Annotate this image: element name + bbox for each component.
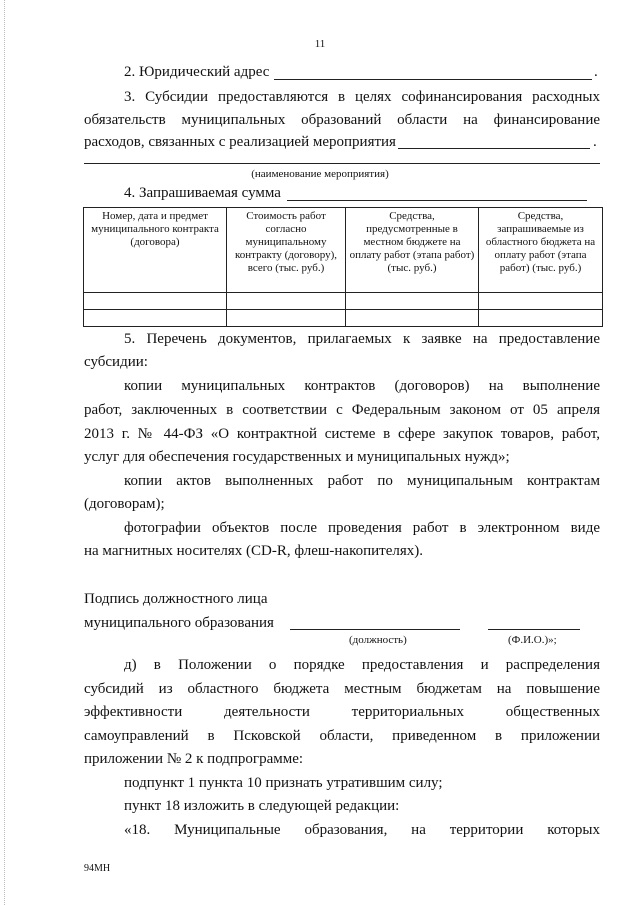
item5-line3: копии муниципальных контрактов (договоров) на выполнение <box>124 378 600 394</box>
table-cell[interactable] <box>84 310 227 327</box>
signature-line2: муниципального образования <box>84 615 274 631</box>
item5-line1: 5. Перечень документов, прилагаемых к заявке на предоставление <box>124 331 600 347</box>
section-d-line5: приложении № 2 к подпрограмме: <box>84 751 304 767</box>
item5-line8: (договорам); <box>84 496 165 512</box>
item3-line1: 3. Субсидии предоставляются в целях софинансирования расходных <box>124 89 600 105</box>
header-local-budget: Средства, предусмотренные в местном бюджете на оплату работ (этапа работ) (тыс. руб.) <box>346 208 479 293</box>
header-regional-budget: Средства, запрашиваемые из областного бюджета на оплату работ (этапа работ) (тыс. руб.) <box>479 208 603 293</box>
header-contract: Номер, дата и предмет муниципального контракта (договора) <box>84 208 227 293</box>
item5-line2: субсидии: <box>84 354 148 370</box>
table-cell[interactable] <box>227 310 346 327</box>
section-d-line6: подпункт 1 пункта 10 признать утратившим силу; <box>124 775 443 791</box>
table-cell[interactable] <box>479 293 603 310</box>
item3-line2: обязательств муниципальных образований области на финансирование <box>84 112 600 128</box>
section-d-line3: эффективности деятельности территориальных общественных <box>84 704 600 720</box>
item5-line9: фотографии объектов после проведения работ в электронном виде <box>124 520 600 536</box>
legal-address-end: . <box>594 64 598 80</box>
page-number: 11 <box>314 38 326 50</box>
measure-caption: (наименование мероприятия) <box>251 168 389 180</box>
legal-address-field[interactable] <box>274 79 592 80</box>
position-field[interactable] <box>290 629 460 630</box>
section-d-line7: пункт 18 изложить в следующей редакции: <box>124 798 400 814</box>
header-cost: Стоимость работ согласно муниципальному контракту (договору), всего (тыс. руб.) <box>227 208 346 293</box>
section-d-line4: самоуправлений в Псковской области, приведенном в приложении <box>84 728 600 744</box>
section-d-line8: «18. Муниципальные образования, на территории которых <box>124 822 600 838</box>
table-row <box>84 293 603 310</box>
item3-line3: расходов, связанных с реализацией мероприятия <box>84 134 396 150</box>
section-d-line2: субсидий из областного бюджета местным бюджетам на повышение <box>84 681 600 697</box>
table-cell[interactable] <box>479 310 603 327</box>
requested-amount-field[interactable] <box>287 200 587 201</box>
signature-line1: Подпись должностного лица <box>84 591 268 607</box>
name-field[interactable] <box>488 629 580 630</box>
item3-end: . <box>593 134 597 150</box>
table-cell[interactable] <box>346 310 479 327</box>
contracts-table <box>83 207 603 327</box>
table-header-row <box>84 208 603 293</box>
measure-field[interactable] <box>398 148 590 149</box>
position-caption: (должность) <box>349 634 407 646</box>
item5-line6: услуг для обеспечения государственных и муниципальных нужд»; <box>84 449 510 465</box>
table-cell[interactable] <box>346 293 479 310</box>
measure-field-continued[interactable] <box>84 163 600 164</box>
table-cell[interactable] <box>84 293 227 310</box>
section-d-line1: д) в Положении о порядке предоставления и распределения <box>124 657 600 673</box>
scan-edge <box>4 0 5 905</box>
item5-line10: на магнитных носителях (CD-R, флеш-накопителях). <box>84 543 424 559</box>
item5-line4: работ, заключенных в соответствии с Федеральным законом от 05 апреля <box>84 402 600 418</box>
legal-address-label: 2. Юридический адрес <box>124 64 270 80</box>
requested-amount-label: 4. Запрашиваемая сумма <box>124 185 281 201</box>
table-row <box>84 310 603 327</box>
table-cell[interactable] <box>227 293 346 310</box>
item5-line7: копии актов выполненных работ по муниципальным контрактам <box>124 473 600 489</box>
name-caption: (Ф.И.О.)»; <box>508 634 557 646</box>
footer-code: 94МН <box>84 863 111 874</box>
item5-line5: 2013 г. № 44-ФЗ «О контрактной системе в сфере закупок товаров, работ, <box>84 426 600 442</box>
